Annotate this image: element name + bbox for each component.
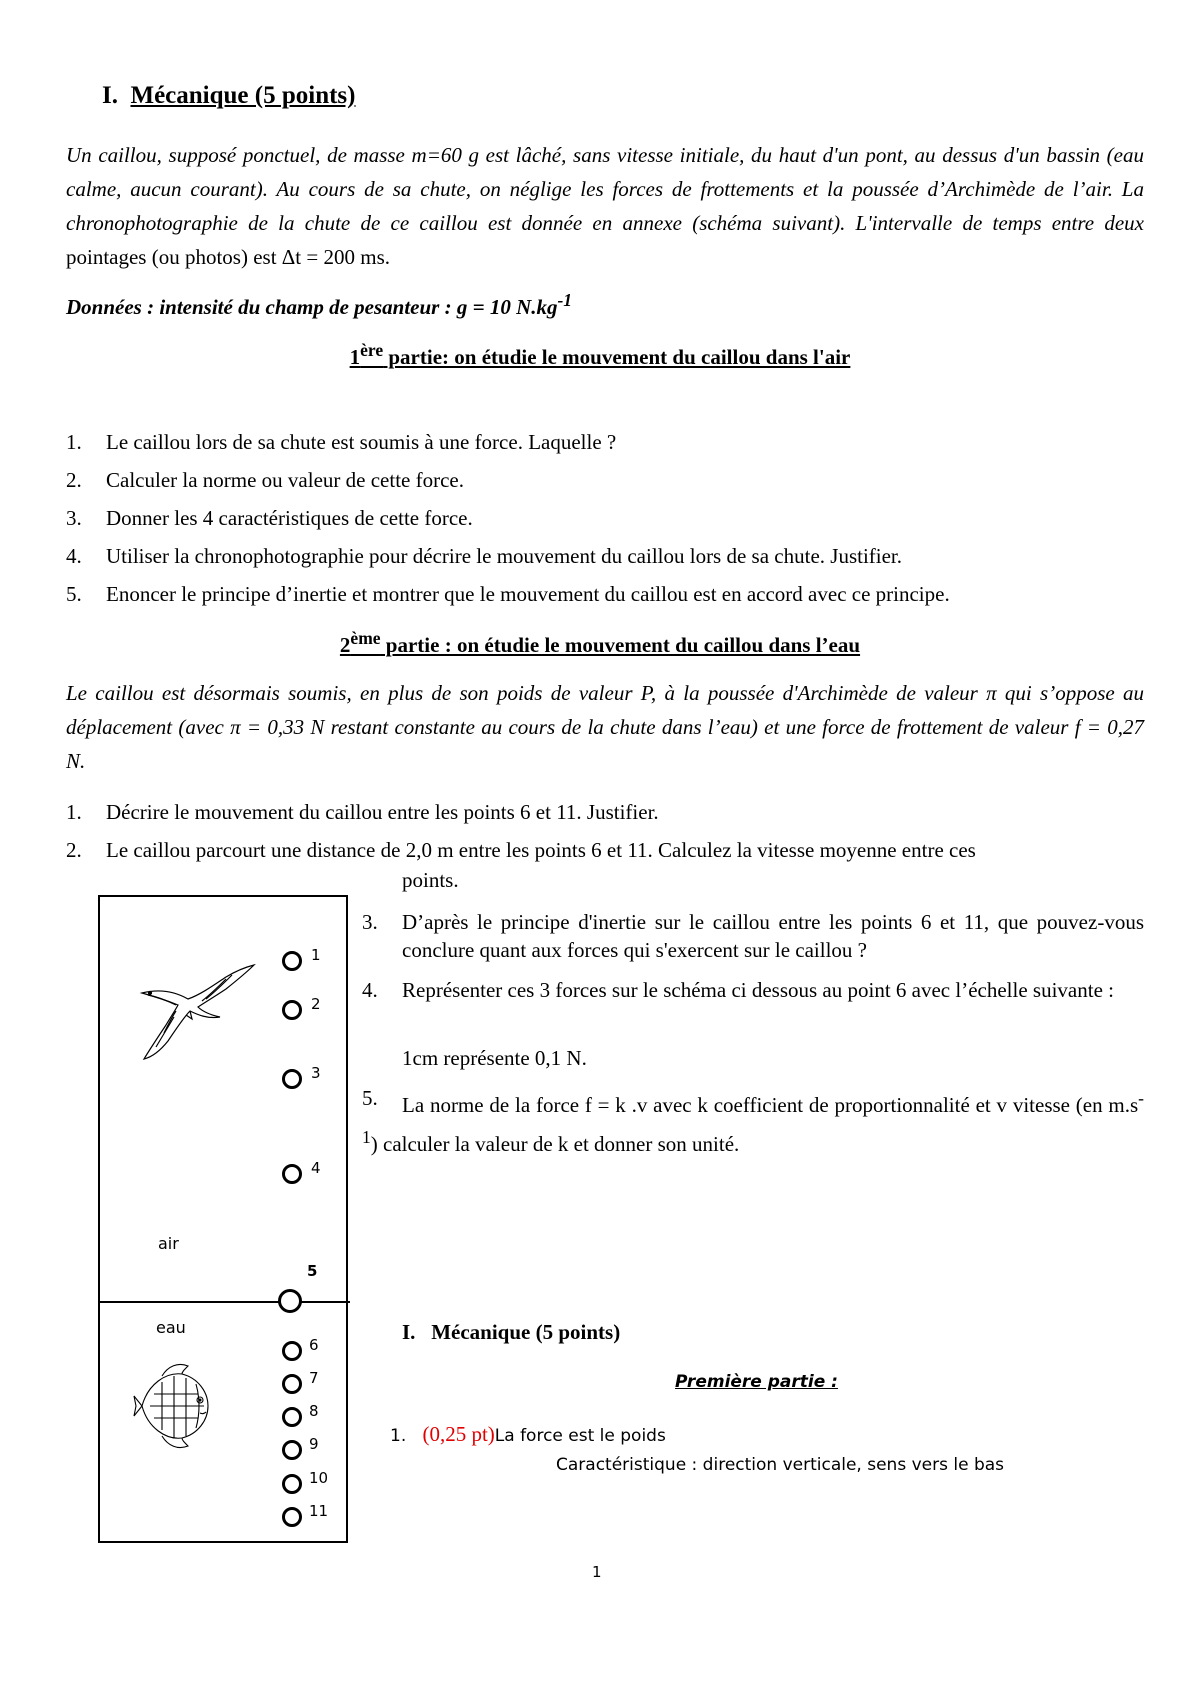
- correction-subtitle: Première partie :: [675, 1372, 838, 1392]
- section-title-text: Mécanique (5 points): [130, 82, 356, 109]
- part1-question: [66, 542, 1144, 580]
- page-number: 1: [592, 1563, 602, 1581]
- part1-title-sup: ère: [360, 340, 384, 360]
- part1-title: [0, 340, 1200, 370]
- part2-question: [362, 908, 1144, 964]
- question-text: Décrire le mouvement du caillou entre les points 6 et 11. Justifier.: [106, 800, 659, 824]
- question-text: Utiliser la chronophotographie pour décrire le mouvement du caillou lors de sa chute. Justifier.: [106, 544, 903, 568]
- correction-item: [390, 1422, 666, 1447]
- chrono-point: [282, 1000, 302, 1020]
- question-text: D’après le principe d'inertie sur le caillou entre les points 6 et 11, que pouvez-vous conclure quant aux forces qui s'exercent sur le caillou ?: [402, 910, 1144, 962]
- part2-question: [66, 836, 1144, 864]
- question-number: 2.: [66, 838, 82, 862]
- part1-question-list: [66, 428, 1144, 618]
- question-number: 4.: [362, 978, 378, 1002]
- question-number: 5.: [362, 1086, 378, 1110]
- part2-question: [362, 1082, 1144, 1160]
- chrono-point: [282, 1507, 302, 1527]
- section-number: I.: [102, 82, 118, 109]
- point-label: 7: [309, 1369, 319, 1387]
- intro-italic: Un caillou, supposé ponctuel, de masse m=60 g est lâché, sans vitesse initiale, du haut d'un pont, au dessus d'un bassin (eau calme, aucun courant). Au cours de sa chute, on néglige les forces de frottements et la poussée d’Archimède de l’air. La chronophotographie de la chute de ce caillou est donnée en annexe (schéma suivant). L'intervalle de temps entre deux: [66, 143, 1144, 235]
- q5-text-b: ) calculer la valeur de k et donner son unité.: [370, 1132, 740, 1156]
- point-label: 9: [309, 1435, 319, 1453]
- part2-question: [362, 976, 1144, 1004]
- question-number: 5.: [66, 582, 82, 606]
- section-title: [102, 82, 355, 110]
- data-exponent: -1: [557, 290, 573, 310]
- part2-intro: Le caillou est désormais soumis, en plus de son poids de valeur P, à la poussée d'Archimède de valeur π qui s’oppose au déplacement (avec π = 0,33 N restant constante au cours de la chute dans l’eau) et une force de frottement de valeur f = 0,27 N.: [66, 681, 1144, 773]
- chrono-point: [282, 1164, 302, 1184]
- part2-title-sup: ème: [350, 628, 381, 648]
- chrono-point: [282, 1069, 302, 1089]
- part2-title-num: 2: [339, 633, 351, 657]
- water-label: eau: [156, 1318, 186, 1337]
- part2-title-rest: partie : on étudie le mouvement du caillou dans l’eau: [380, 633, 861, 657]
- chrono-point: [278, 1289, 302, 1313]
- question-number: 1.: [66, 430, 82, 454]
- correction-points: (0,25 pt): [422, 1422, 495, 1446]
- correction-characteristic: Caractéristique : direction verticale, sens vers le bas: [556, 1455, 1005, 1475]
- data-line: [66, 290, 572, 320]
- point-label: 8: [309, 1402, 319, 1420]
- chrono-point: [282, 1440, 302, 1460]
- intro-upright: pointages (ou photos) est Δt = 200 ms.: [66, 245, 390, 269]
- q5-text-a: La norme de la force f = k .v avec k coefficient de proportionnalité et v vitesse (en m.s: [402, 1093, 1139, 1117]
- question-number: 2.: [66, 468, 82, 492]
- point-label: 1: [311, 946, 321, 964]
- chrono-point: [282, 1474, 302, 1494]
- part1-title-num: 1: [349, 345, 361, 369]
- correction-title-number: I.: [402, 1320, 416, 1344]
- question-number: 4.: [66, 544, 82, 568]
- q5-exponent: -1: [362, 1088, 1144, 1147]
- question-number: 1.: [66, 800, 82, 824]
- data-text: Données : intensité du champ de pesanteur : g = 10 N.kg: [66, 295, 558, 319]
- seagull-icon: [128, 955, 258, 1065]
- chrono-point: [282, 1407, 302, 1427]
- point-label: 10: [309, 1469, 329, 1487]
- question-text: Le caillou lors de sa chute est soumis à une force. Laquelle ?: [106, 430, 617, 454]
- point-label: 4: [311, 1159, 321, 1177]
- correction-title-text: Mécanique (5 points): [431, 1320, 621, 1344]
- question-number: 3.: [66, 506, 82, 530]
- air-label: air: [158, 1234, 179, 1253]
- chrono-point: [282, 1341, 302, 1361]
- intro-paragraph: [66, 138, 1144, 274]
- point-label: 6: [309, 1336, 319, 1354]
- correction-title: [402, 1320, 620, 1345]
- part1-question: [66, 466, 1144, 504]
- point-label: 11: [309, 1502, 329, 1520]
- fish-icon: [132, 1358, 214, 1454]
- part2-q4-scale: 1cm représente 0,1 N.: [402, 1046, 587, 1070]
- question-text: [362, 1082, 1144, 1160]
- chrono-point: [282, 951, 302, 971]
- part1-question: [66, 428, 1144, 466]
- correction-item-text: La force est le poids: [494, 1426, 666, 1446]
- question-text: Enoncer le principe d’inertie et montrer que le mouvement du caillou est en accord avec ce principe.: [106, 582, 950, 606]
- point-label: 2: [311, 995, 321, 1013]
- part1-title-rest: partie: on étudie le mouvement du caillou dans l'air: [383, 345, 851, 369]
- correction-item-number: 1.: [390, 1426, 407, 1446]
- point-label: 5: [307, 1262, 318, 1280]
- part2-question-list: [66, 798, 1144, 864]
- part1-question: [66, 504, 1144, 542]
- chrono-point: [282, 1374, 302, 1394]
- question-number: 3.: [362, 910, 378, 934]
- question-text: Donner les 4 caractéristiques de cette force.: [106, 506, 473, 530]
- part1-question: [66, 580, 1144, 618]
- part2-question: [66, 798, 1144, 836]
- part2-q2-continuation: points.: [402, 868, 459, 892]
- part2-title: [0, 628, 1200, 658]
- question-text: Le caillou parcourt une distance de 2,0 m entre les points 6 et 11. Calculez la vitesse moyenne entre ces: [106, 838, 976, 862]
- question-text: Calculer la norme ou valeur de cette force.: [106, 468, 464, 492]
- question-text: Représenter ces 3 forces sur le schéma ci dessous au point 6 avec l’échelle suivante :: [402, 978, 1114, 1002]
- water-surface-line: [98, 1301, 350, 1303]
- point-label: 3: [311, 1064, 321, 1082]
